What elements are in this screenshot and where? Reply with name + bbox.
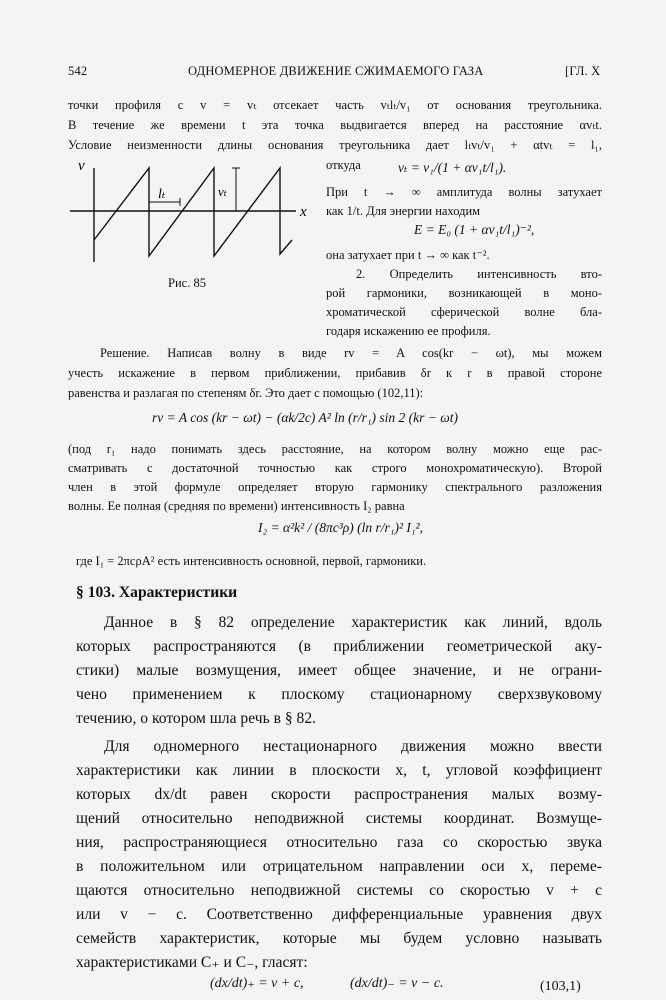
formula-E: E = E₀ (1 + αv₁t/l₁)⁻², xyxy=(414,222,535,237)
text-line: В течение же времени t эта точка выдвигается вперед на расстояние αvₜt. xyxy=(68,118,602,132)
text-line: волны. Ее полная (средняя по времени) интенсивность I₂ равна xyxy=(68,499,405,513)
text-line: где I₁ = 2πcρA² есть интенсивность основной, первой, гармоники. xyxy=(76,554,427,568)
text-line: щаются относительно неподвижной системы со скоростью v + c xyxy=(76,882,602,899)
text-otkuda: откуда xyxy=(326,158,361,172)
text-line: равенства и разлагая по степеням δr. Это дает с помощью (102,11): xyxy=(68,386,424,400)
text-line: 2. Определить интенсивность вто- xyxy=(356,267,602,281)
page-number: 542 xyxy=(68,64,88,78)
text-line: характеристиками C₊ и C₋, гласят: xyxy=(76,954,308,971)
text-line: рой гармоники, возникающей в моно- xyxy=(326,286,602,300)
text-line: Решение. Написав волну в виде rv = A cos(kr − ωt), мы можем xyxy=(100,346,602,360)
figure-85 xyxy=(68,150,328,270)
formula-rv: rv = A cos (kr − ωt) − (αk/2c) A² ln (r/r₁) sin 2 (kr − ωt) xyxy=(152,410,459,425)
lt-label: lₜ xyxy=(158,187,166,202)
running-title: ОДНОМЕРНОЕ ДВИЖЕНИЕ СЖИМАЕМОГО ГАЗА xyxy=(188,64,484,78)
equation-right: (dx/dt)₋ = v − c. xyxy=(350,976,444,991)
text-line: которых распространяются (в приближении геометрической аку- xyxy=(76,638,602,655)
text-line: как 1/t. Для энергии находим xyxy=(326,204,481,218)
text-line: ния, распространяющиеся относительно газа со скоростью звука xyxy=(76,834,602,851)
text-line: член в этой формуле определяет вторую гармонику спектрального разложения xyxy=(68,480,602,494)
text-line: в положительном или отрицательном направлении оси x, переме- xyxy=(76,858,602,875)
chapter-label: [ГЛ. X xyxy=(565,64,601,78)
vt-label: vₜ xyxy=(218,184,227,199)
text-line: сматривать с достаточной точностью как строго монохроматическую). Второй xyxy=(68,461,602,475)
text-line: (под r₁ надо понимать здесь расстояние, на котором волну можно еще рас- xyxy=(68,442,602,456)
text-line: или v − c. Соответственно дифференциальные уравнения двух xyxy=(76,906,602,923)
text-line: При t → ∞ амплитуда волны затухает xyxy=(326,185,602,199)
text-line: хроматической сферической волне бла- xyxy=(326,305,602,319)
text-line: Условие неизменности длины основания треугольника дает lₜvₜ/v₁ + αtvₜ = l₁, xyxy=(68,138,602,152)
equation-left: (dx/dt)₊ = v + c, xyxy=(210,976,304,991)
equation-number: (103,1) xyxy=(540,979,581,994)
text-line: которых dx/dt равен скорости распространения малых возму- xyxy=(76,786,602,803)
text-line: точки профиля с v = vₜ отсекает часть vₜlₜ/v₁ от основания треугольника. xyxy=(68,98,602,112)
text-line: учесть искажение в первом приближении, прибавив δr к r в правой стороне xyxy=(68,366,602,380)
text-line: она затухает при t → ∞ как t⁻². xyxy=(326,248,490,262)
text-line: Для одномерного нестационарного движения можно ввести xyxy=(104,738,602,755)
text-line: годаря искажению ее профиля. xyxy=(326,324,491,338)
text-line: семейств характеристик, которые мы будем условно называть xyxy=(76,930,602,947)
figure-caption: Рис. 85 xyxy=(168,276,206,290)
formula-I2: I₂ = α²k² / (8πc³ρ) (ln r/r₁)² I₁², xyxy=(258,520,423,535)
text-line: характеристики как линии в плоскости x, t, угловой коэффициент xyxy=(76,762,602,779)
text-line: течению, о котором шла речь в § 82. xyxy=(76,710,317,727)
axis-x-label: x xyxy=(300,204,307,220)
text-line: Данное в § 82 определение характеристик как линий, вдоль xyxy=(104,614,602,631)
section-title: § 103. Характеристики xyxy=(76,584,238,601)
formula-vt: vₜ = v₁/(1 + αv₁t/l₁). xyxy=(398,160,507,175)
axis-v-label: v xyxy=(78,158,85,174)
text-line: чено применением к плоскому стационарному сверхзвуковому xyxy=(76,686,602,703)
text-line: щений относительно неподвижной системы координат. Возмуще- xyxy=(76,810,602,827)
text-line: стики) малые возмущения, имеет общее значение, и не ограни- xyxy=(76,662,602,679)
